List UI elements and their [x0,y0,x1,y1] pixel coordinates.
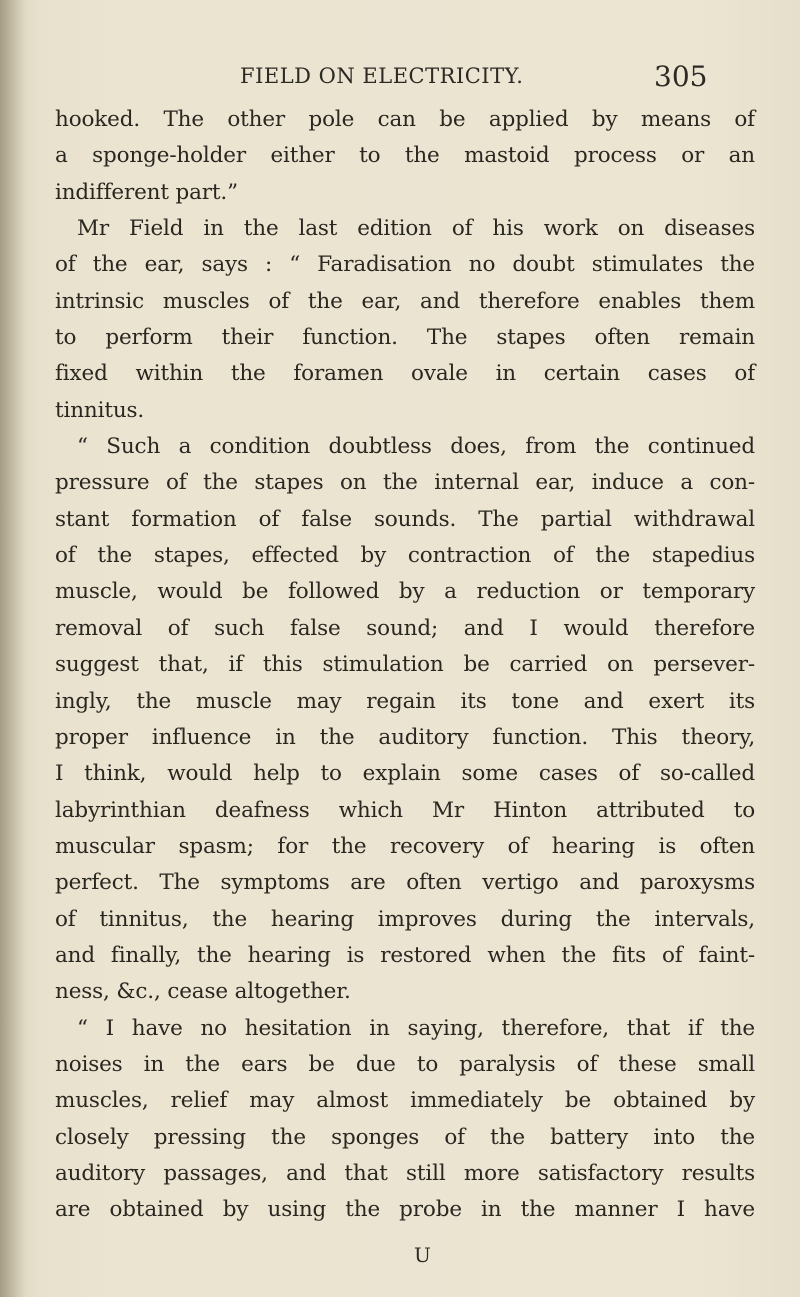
text-line: closely pressing the sponges of the battery into the [55,1124,755,1150]
text-line: pressure of the stapes on the internal ear, induce a con- [55,470,755,496]
text-line: to perform their function. The stapes often remain [55,325,755,351]
text-line: proper influence in the auditory function. This theory, [55,724,755,750]
text-line: of tinnitus, the hearing improves during the intervals, [55,906,755,932]
text-line: I think, would help to explain some cases of so-called [55,761,755,787]
text-line: of the stapes, effected by contraction of the stapedius [55,543,755,569]
signature-mark: U [414,1243,431,1267]
text-line: muscular spasm; for the recovery of hearing is often [55,833,755,859]
text-line: labyrinthian deafness which Mr Hinton attributed to [55,797,755,823]
text-line: fixed within the foramen ovale in certain cases of [55,361,755,387]
text-line: hooked. The other pole can be applied by means of [55,107,755,132]
body-text [55,102,755,1229]
text-line: muscle, would be followed by a reduction or temporary [55,579,755,605]
text-line: Mr Field in the last edition of his work on diseases [77,216,755,242]
text-line: removal of such false sound; and I would therefore [55,615,755,641]
text-line: tinnitus. [55,397,145,423]
running-head [0,60,800,100]
text-line: indifferent part.” [55,179,238,205]
text-line: “ Such a condition doubtless does, from the continued [77,434,755,460]
text-line: of the ear, says : “ Faradisation no doubt stimulates the [55,252,755,278]
text-line: noises in the ears be due to paralysis of these small [55,1051,755,1077]
text-line: ness, &c., cease altogether. [55,979,351,1005]
spine-shadow [0,0,26,1297]
text-line: are obtained by using the probe in the manner I have [55,1197,755,1223]
text-line: stant formation of false sounds. The partial withdrawal [55,506,755,532]
text-line: auditory passages, and that still more satisfactory results [55,1160,755,1186]
text-line: and finally, the hearing is restored when the fits of faint- [55,942,755,968]
text-line: intrinsic muscles of the ear, and therefore enables them [55,288,755,314]
text-line: “ I have no hesitation in saying, therefore, that if the [77,1015,755,1041]
text-line: suggest that, if this stimulation be carried on persever- [55,652,755,678]
text-line: ingly, the muscle may regain its tone and exert its [55,688,755,714]
page-number: 305 [654,60,708,93]
text-line: muscles, relief may almost immediately be obtained by [55,1088,755,1114]
text-line: a sponge-holder either to the mastoid process or an [55,143,755,169]
running-title: FIELD ON ELECTRICITY. [240,64,524,88]
text-line: perfect. The symptoms are often vertigo and paroxysms [55,870,755,896]
